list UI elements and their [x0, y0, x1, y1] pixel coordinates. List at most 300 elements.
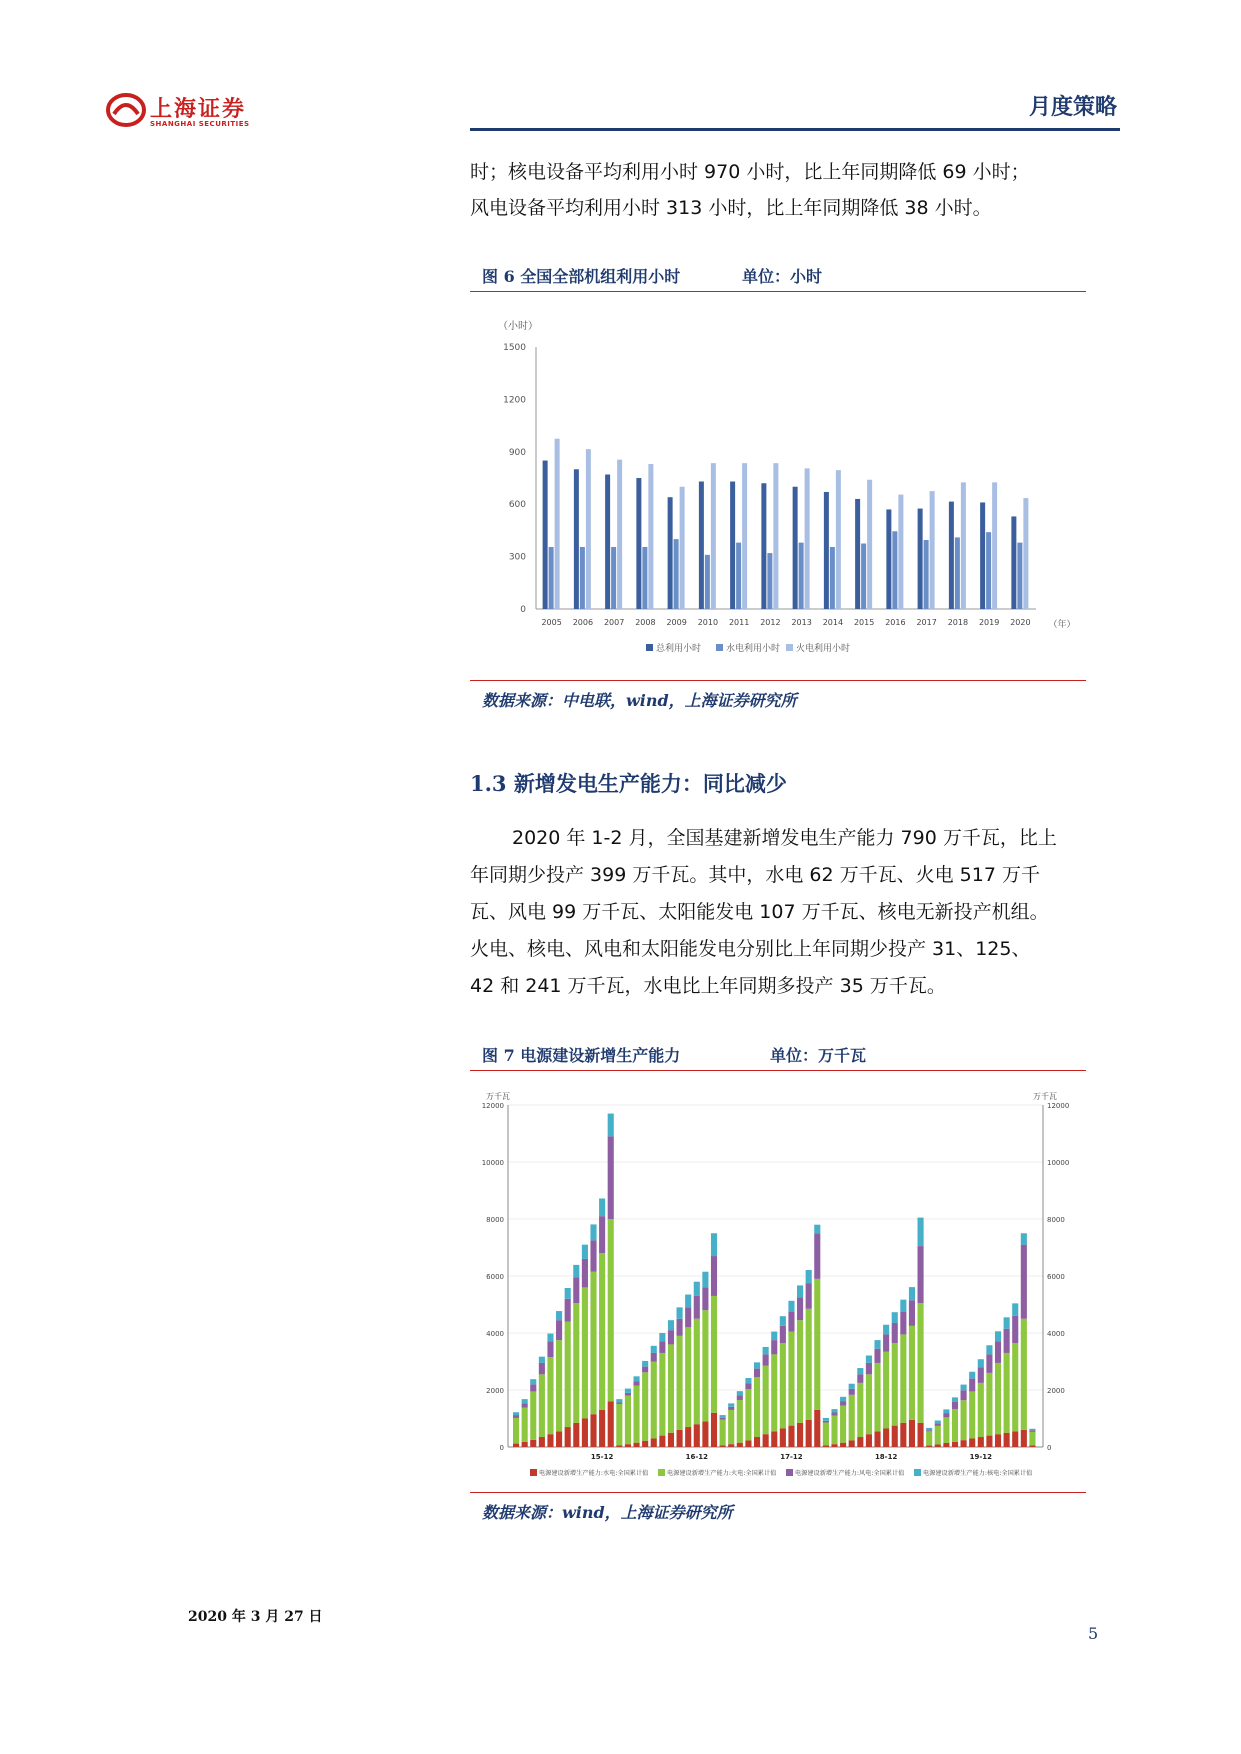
- y-tick-label-left: 12000: [481, 1102, 504, 1110]
- bar-segment-3-2: [530, 1379, 536, 1384]
- bar-segment-3-33: [797, 1285, 803, 1297]
- y-tick-label: 1500: [503, 343, 526, 353]
- bar-segment-2-39: [849, 1389, 855, 1395]
- bar-segment-1-45: [900, 1334, 906, 1422]
- bar-segment-0-13: [625, 1444, 631, 1447]
- bar-segment-3-14: [633, 1376, 639, 1381]
- y-axis-label-left: 万千瓦: [486, 1092, 510, 1101]
- y-tick-label: 0: [520, 605, 526, 615]
- bar-segment-3-54: [978, 1359, 984, 1367]
- bar-segment-1-1: [522, 1408, 528, 1442]
- bar-segment-0-25: [728, 1444, 734, 1447]
- bar-segment-2-27: [745, 1383, 751, 1389]
- bar-segment-3-42: [874, 1340, 880, 1349]
- bar-segment-0-7: [573, 1423, 579, 1447]
- paragraph-2-line-1: 2020 年 1-2 月，全国基建新增发电生产能力 790 万千瓦，比上: [512, 827, 1057, 849]
- figure-6-chart: [478, 305, 1078, 665]
- bar-segment-1-23: [711, 1296, 717, 1413]
- bar-segment-3-35: [814, 1225, 820, 1234]
- bar-segment-2-42: [874, 1349, 880, 1363]
- figure-7-title: 图 7 电源建设新增生产能力: [482, 1046, 681, 1065]
- bar-segment-2-32: [788, 1312, 794, 1332]
- bar-segment-0-44: [892, 1426, 898, 1447]
- bar-水电利用小时-2010: [705, 555, 710, 609]
- bar-火电利用小时-2016: [898, 495, 903, 609]
- bar-segment-0-56: [995, 1434, 1001, 1447]
- bar-segment-2-2: [530, 1384, 536, 1391]
- bar-segment-2-55: [986, 1354, 992, 1373]
- bar-segment-2-44: [892, 1323, 898, 1343]
- bar-segment-1-4: [547, 1357, 553, 1434]
- bar-segment-1-21: [694, 1319, 700, 1424]
- bar-segment-2-47: [918, 1246, 924, 1303]
- bar-segment-3-60: [1029, 1429, 1035, 1430]
- y-tick-label-left: 0: [499, 1444, 504, 1452]
- bar-segment-0-23: [711, 1413, 717, 1447]
- bar-segment-2-0: [513, 1415, 519, 1418]
- bar-segment-3-47: [918, 1218, 924, 1247]
- bar-火电利用小时-2005: [555, 439, 560, 609]
- bar-segment-2-56: [995, 1342, 1001, 1363]
- bar-segment-3-4: [547, 1334, 553, 1342]
- bar-segment-3-22: [702, 1272, 708, 1288]
- bar-segment-0-36: [823, 1445, 829, 1447]
- bar-segment-0-43: [883, 1428, 889, 1447]
- bar-segment-3-19: [677, 1307, 683, 1318]
- bar-segment-1-22: [702, 1310, 708, 1421]
- company-logo: [106, 92, 146, 128]
- bar-水电利用小时-2014: [830, 547, 835, 609]
- x-tick-label: 2009: [666, 618, 687, 627]
- paragraph-2-line-3: 瓦、风电 99 万千瓦、太阳能发电 107 万千瓦、核电无新投产机组。: [470, 901, 1049, 923]
- bar-segment-3-15: [642, 1361, 648, 1367]
- y-tick-label-right: 6000: [1047, 1273, 1065, 1281]
- x-tick-label: 2011: [728, 618, 750, 627]
- paragraph-1-line-2: 风电设备平均利用小时 313 小时，比上年同期降低 38 小时。: [470, 197, 992, 219]
- bar-segment-0-21: [694, 1424, 700, 1447]
- bar-segment-1-52: [961, 1400, 967, 1440]
- bar-segment-3-5: [556, 1311, 562, 1320]
- x-tick-label: 2010: [697, 618, 719, 627]
- bar-segment-3-8: [582, 1245, 588, 1259]
- bar-segment-3-38: [840, 1397, 846, 1401]
- bar-segment-0-38: [840, 1443, 846, 1447]
- x-tick-label: 2007: [603, 618, 625, 627]
- bar-segment-1-47: [918, 1303, 924, 1423]
- bar-segment-2-34: [806, 1283, 812, 1309]
- bar-segment-0-42: [874, 1431, 880, 1447]
- bar-segment-1-26: [737, 1400, 743, 1443]
- bar-segment-2-11: [608, 1136, 614, 1219]
- bar-segment-1-59: [1021, 1319, 1027, 1430]
- bar-segment-0-17: [659, 1436, 665, 1447]
- bar-segment-1-43: [883, 1352, 889, 1429]
- bar-segment-3-0: [513, 1412, 519, 1415]
- bar-总利用小时-2006: [574, 469, 579, 609]
- bar-segment-0-16: [651, 1438, 657, 1447]
- bar-segment-3-40: [857, 1368, 863, 1374]
- bar-segment-2-1: [522, 1403, 528, 1407]
- bar-segment-2-50: [943, 1413, 949, 1417]
- logo-subtext: SHANGHAI SECURITIES: [150, 120, 250, 128]
- legend-label: 火电利用小时: [796, 644, 851, 654]
- bar-segment-0-58: [1012, 1431, 1018, 1447]
- bar-segment-1-44: [892, 1343, 898, 1426]
- bar-segment-2-60: [1029, 1430, 1035, 1432]
- bar-segment-0-35: [814, 1410, 820, 1447]
- bar-segment-0-26: [737, 1443, 743, 1447]
- bar-segment-0-41: [866, 1434, 872, 1447]
- bar-segment-0-32: [788, 1426, 794, 1447]
- y-tick-label-left: 6000: [486, 1273, 504, 1281]
- bar-segment-3-48: [926, 1428, 932, 1430]
- bar-segment-0-59: [1021, 1430, 1027, 1447]
- bar-segment-1-30: [771, 1354, 777, 1431]
- bar-segment-1-33: [797, 1320, 803, 1423]
- bar-segment-3-6: [565, 1288, 571, 1299]
- bar-segment-0-0: [513, 1444, 519, 1447]
- y-tick-label-right: 4000: [1047, 1330, 1065, 1338]
- figure-6-top-rule: [470, 291, 1086, 292]
- x-tick-label: 2006: [572, 618, 594, 627]
- legend-label: 电源建设新增生产能力:火电:全国累计值: [667, 1470, 777, 1477]
- bar-segment-1-0: [513, 1418, 519, 1444]
- bar-segment-2-12: [616, 1403, 622, 1404]
- bar-segment-2-53: [969, 1379, 975, 1392]
- bar-segment-1-51: [952, 1409, 958, 1442]
- bar-segment-1-28: [754, 1377, 760, 1437]
- bar-segment-0-19: [677, 1430, 683, 1447]
- bar-水电利用小时-2009: [674, 539, 679, 609]
- logo-emblem-icon: [106, 92, 146, 128]
- bar-segment-0-24: [720, 1445, 726, 1447]
- legend-swatch: [530, 1469, 537, 1476]
- logo-text: 上海证券: [150, 96, 247, 122]
- bar-segment-1-24: [720, 1420, 726, 1446]
- bar-segment-2-36: [823, 1421, 829, 1423]
- bar-水电利用小时-2015: [861, 544, 866, 610]
- bar-火电利用小时-2020: [1023, 498, 1028, 609]
- bar-segment-2-19: [677, 1319, 683, 1336]
- figure-6-source: 数据来源：中电联，wind，上海证券研究所: [482, 691, 797, 710]
- bar-segment-1-57: [1004, 1353, 1010, 1433]
- bar-总利用小时-2017: [918, 509, 923, 609]
- bar-segment-0-18: [668, 1433, 674, 1447]
- bar-segment-1-50: [943, 1417, 949, 1443]
- bar-segment-0-20: [685, 1427, 691, 1447]
- footer-date: 2020 年 3 月 27 日: [188, 1609, 323, 1625]
- bar-segment-0-4: [547, 1434, 553, 1447]
- bar-segment-2-14: [633, 1381, 639, 1385]
- bar-segment-3-43: [883, 1325, 889, 1335]
- paragraph-2-line-4: 火电、核电、风电和太阳能发电分别比上年同期少投产 31、125、: [470, 938, 1031, 960]
- bar-火电利用小时-2018: [961, 482, 966, 609]
- bar-segment-2-29: [763, 1354, 769, 1365]
- bar-segment-1-38: [840, 1406, 846, 1443]
- bar-segment-1-6: [565, 1322, 571, 1427]
- bar-segment-3-45: [900, 1300, 906, 1312]
- bar-火电利用小时-2011: [742, 463, 747, 609]
- x-tick-label: 17-12: [780, 1453, 803, 1461]
- legend-label: 电源建设新增生产能力:核电:全国累计值: [923, 1470, 1033, 1477]
- bar-火电利用小时-2013: [805, 468, 810, 609]
- bar-火电利用小时-2009: [680, 487, 685, 609]
- bar-segment-2-59: [1021, 1245, 1027, 1319]
- bar-segment-3-50: [943, 1409, 949, 1413]
- x-tick-label: 2008: [635, 618, 656, 627]
- section-title: 1.3 新增发电生产能力：同比减少: [470, 771, 787, 796]
- y-tick-label: 900: [508, 447, 526, 458]
- bar-segment-0-2: [530, 1440, 536, 1447]
- bar-水电利用小时-2020: [1017, 543, 1022, 609]
- y-axis-label: （小时）: [498, 321, 538, 332]
- figure-6-unit: 单位：小时: [742, 267, 823, 286]
- bar-segment-0-50: [943, 1443, 949, 1447]
- bar-segment-3-58: [1012, 1303, 1018, 1316]
- figure-7-source: 数据来源：wind，上海证券研究所: [482, 1503, 733, 1522]
- bar-segment-2-33: [797, 1297, 803, 1320]
- bar-segment-1-20: [685, 1327, 691, 1427]
- legend-swatch: [786, 1469, 793, 1476]
- legend-label: 电源建设新增生产能力:水电:全国累计值: [539, 1470, 649, 1477]
- legend-label: 电源建设新增生产能力:风电:全国累计值: [795, 1470, 905, 1477]
- bar-总利用小时-2019: [980, 502, 985, 609]
- bar-火电利用小时-2014: [836, 470, 841, 609]
- page-number: 5: [1088, 1624, 1099, 1643]
- bar-segment-0-33: [797, 1423, 803, 1447]
- y-tick-label-right: 0: [1047, 1444, 1052, 1452]
- bar-segment-3-28: [754, 1362, 760, 1368]
- header-rule-visible: [470, 128, 1120, 131]
- bar-segment-2-57: [1004, 1329, 1010, 1353]
- bar-总利用小时-2009: [668, 497, 673, 609]
- x-tick-label: 15-12: [590, 1453, 614, 1461]
- x-tick-label: 19-12: [969, 1453, 993, 1461]
- bar-segment-2-15: [642, 1367, 648, 1373]
- bar-总利用小时-2015: [855, 499, 860, 609]
- bar-segment-0-3: [539, 1437, 545, 1447]
- bar-segment-1-39: [849, 1395, 855, 1441]
- bar-火电利用小时-2010: [711, 463, 716, 609]
- bar-segment-0-47: [918, 1423, 924, 1447]
- bar-总利用小时-2014: [824, 492, 829, 609]
- bar-segment-1-40: [857, 1383, 863, 1437]
- y-tick-label-right: 2000: [1047, 1387, 1065, 1395]
- bar-火电利用小时-2007: [617, 460, 622, 609]
- bar-segment-0-57: [1004, 1433, 1010, 1447]
- bar-segment-0-46: [909, 1420, 915, 1447]
- x-tick-label: 2020: [1010, 618, 1031, 627]
- bar-segment-3-1: [522, 1399, 528, 1403]
- bar-segment-2-45: [900, 1312, 906, 1335]
- bar-总利用小时-2005: [543, 461, 548, 609]
- figure-7-bottom-rule: [470, 1492, 1086, 1493]
- bar-segment-3-24: [720, 1415, 726, 1418]
- bar-segment-1-37: [831, 1416, 837, 1445]
- bar-segment-2-5: [556, 1320, 562, 1340]
- y-tick-label: 600: [508, 500, 526, 511]
- bar-segment-2-41: [866, 1363, 872, 1374]
- bar-segment-0-8: [582, 1419, 588, 1448]
- bar-segment-0-40: [857, 1437, 863, 1447]
- bar-segment-3-59: [1021, 1233, 1027, 1244]
- bar-segment-0-11: [608, 1401, 614, 1447]
- x-tick-label: 16-12: [685, 1453, 708, 1461]
- bar-segment-0-15: [642, 1441, 648, 1447]
- figure-6-title: 图 6 全国全部机组利用小时: [482, 267, 681, 286]
- bar-总利用小时-2007: [605, 475, 610, 609]
- bar-segment-3-30: [771, 1332, 777, 1341]
- bar-segment-3-49: [935, 1420, 941, 1423]
- bar-segment-2-28: [754, 1369, 760, 1378]
- bar-segment-1-55: [986, 1373, 992, 1436]
- bar-segment-3-3: [539, 1357, 545, 1363]
- bar-segment-0-53: [969, 1438, 975, 1447]
- bar-segment-1-9: [590, 1272, 596, 1415]
- bar-火电利用小时-2017: [930, 491, 935, 609]
- x-tick-label: 2018: [947, 618, 969, 627]
- bar-segment-3-29: [763, 1347, 769, 1354]
- bar-segment-0-9: [590, 1414, 596, 1447]
- bar-segment-3-36: [823, 1418, 829, 1421]
- x-tick-label: 2012: [760, 618, 781, 627]
- bar-segment-1-15: [642, 1372, 648, 1440]
- y-tick-label-right: 10000: [1047, 1159, 1070, 1167]
- bar-segment-3-57: [1004, 1317, 1010, 1328]
- bar-segment-1-49: [935, 1426, 941, 1445]
- bar-水电利用小时-2017: [924, 540, 929, 609]
- bar-水电利用小时-2008: [642, 547, 647, 609]
- legend-swatch: [646, 644, 653, 651]
- bar-segment-0-22: [702, 1421, 708, 1447]
- bar-segment-1-27: [745, 1389, 751, 1440]
- y-tick-label-right: 12000: [1047, 1102, 1070, 1110]
- bar-segment-3-52: [961, 1385, 967, 1391]
- bar-segment-0-30: [771, 1431, 777, 1447]
- bar-segment-3-17: [659, 1333, 665, 1342]
- bar-segment-1-14: [633, 1386, 639, 1443]
- figure-6-bottom-rule: [470, 680, 1086, 681]
- bar-segment-3-26: [737, 1391, 743, 1395]
- bar-segment-1-13: [625, 1396, 631, 1444]
- bar-水电利用小时-2006: [580, 547, 585, 609]
- bar-segment-3-27: [745, 1378, 751, 1383]
- bar-segment-2-24: [720, 1418, 726, 1420]
- bar-segment-2-37: [831, 1413, 837, 1416]
- bar-segment-2-4: [547, 1342, 553, 1358]
- bar-segment-3-37: [831, 1409, 837, 1412]
- bar-segment-3-23: [711, 1233, 717, 1256]
- bar-segment-1-29: [763, 1366, 769, 1434]
- bar-segment-2-46: [909, 1300, 915, 1326]
- bar-segment-2-10: [599, 1216, 605, 1253]
- bar-segment-2-48: [926, 1430, 932, 1431]
- bar-segment-2-26: [737, 1395, 743, 1400]
- legend-label: 总利用小时: [656, 644, 702, 654]
- y-tick-label-left: 8000: [486, 1216, 504, 1224]
- paragraph-2-line-5: 42 和 241 万千瓦，水电比上年同期多投产 35 万千瓦。: [470, 975, 946, 997]
- bar-segment-3-12: [616, 1399, 622, 1402]
- bar-segment-2-54: [978, 1367, 984, 1383]
- y-tick-label-left: 4000: [486, 1330, 504, 1338]
- bar-火电利用小时-2012: [773, 463, 778, 609]
- bar-segment-3-51: [952, 1397, 958, 1402]
- bar-segment-1-11: [608, 1219, 614, 1401]
- figure-7-top-rule: [470, 1070, 1086, 1071]
- x-tick-label: 2013: [791, 618, 812, 627]
- bar-segment-1-18: [668, 1344, 674, 1432]
- bar-水电利用小时-2019: [986, 532, 991, 609]
- bar-水电利用小时-2011: [736, 543, 741, 609]
- bar-segment-2-13: [625, 1393, 631, 1396]
- bar-segment-2-20: [685, 1307, 691, 1327]
- bar-segment-3-25: [728, 1403, 734, 1406]
- bar-segment-0-51: [952, 1442, 958, 1447]
- bar-segment-1-48: [926, 1431, 932, 1445]
- x-tick-label: 2015: [853, 618, 875, 627]
- bar-segment-2-3: [539, 1363, 545, 1374]
- bar-segment-1-16: [651, 1362, 657, 1439]
- bar-segment-3-16: [651, 1346, 657, 1353]
- bar-segment-1-12: [616, 1404, 622, 1445]
- bar-segment-1-5: [556, 1340, 562, 1431]
- bar-segment-0-52: [961, 1440, 967, 1447]
- bar-segment-2-52: [961, 1390, 967, 1400]
- legend-swatch: [658, 1469, 665, 1476]
- bar-segment-3-20: [685, 1295, 691, 1308]
- bar-segment-1-36: [823, 1422, 829, 1445]
- bar-segment-2-8: [582, 1259, 588, 1288]
- bar-segment-0-34: [806, 1420, 812, 1447]
- bar-segment-1-31: [780, 1343, 786, 1429]
- bar-segment-2-17: [659, 1342, 665, 1353]
- bar-segment-0-12: [616, 1445, 622, 1447]
- bar-segment-0-39: [849, 1440, 855, 1447]
- bar-segment-3-10: [599, 1198, 605, 1216]
- bar-segment-1-56: [995, 1363, 1001, 1434]
- bar-segment-2-18: [668, 1330, 674, 1344]
- bar-segment-1-25: [728, 1410, 734, 1444]
- bar-segment-3-44: [892, 1312, 898, 1323]
- bar-segment-0-49: [935, 1444, 941, 1447]
- bar-segment-0-48: [926, 1446, 932, 1447]
- bar-segment-1-42: [874, 1363, 880, 1431]
- bar-segment-0-54: [978, 1437, 984, 1447]
- bar-segment-3-18: [668, 1320, 674, 1330]
- y-tick-label-left: 2000: [486, 1387, 504, 1395]
- bar-水电利用小时-2005: [549, 547, 554, 609]
- x-tick-label: 2014: [822, 618, 844, 627]
- bar-水电利用小时-2007: [611, 547, 616, 609]
- bar-segment-1-54: [978, 1383, 984, 1437]
- bar-segment-3-32: [788, 1301, 794, 1312]
- bar-segment-1-19: [677, 1336, 683, 1430]
- x-tick-label: 2019: [978, 618, 1000, 627]
- bar-火电利用小时-2019: [992, 482, 997, 609]
- bar-segment-1-7: [573, 1303, 579, 1423]
- bar-segment-3-21: [694, 1282, 700, 1296]
- legend-swatch: [716, 644, 723, 651]
- bar-segment-2-58: [1012, 1316, 1018, 1343]
- bar-segment-0-55: [986, 1436, 992, 1447]
- y-axis-label-right: 万千瓦: [1033, 1092, 1057, 1101]
- bar-总利用小时-2020: [1011, 516, 1016, 609]
- bar-segment-2-6: [565, 1299, 571, 1322]
- bar-segment-0-28: [754, 1437, 760, 1447]
- bar-火电利用小时-2008: [648, 464, 653, 609]
- bar-segment-3-11: [608, 1114, 614, 1137]
- bar-segment-2-38: [840, 1401, 846, 1406]
